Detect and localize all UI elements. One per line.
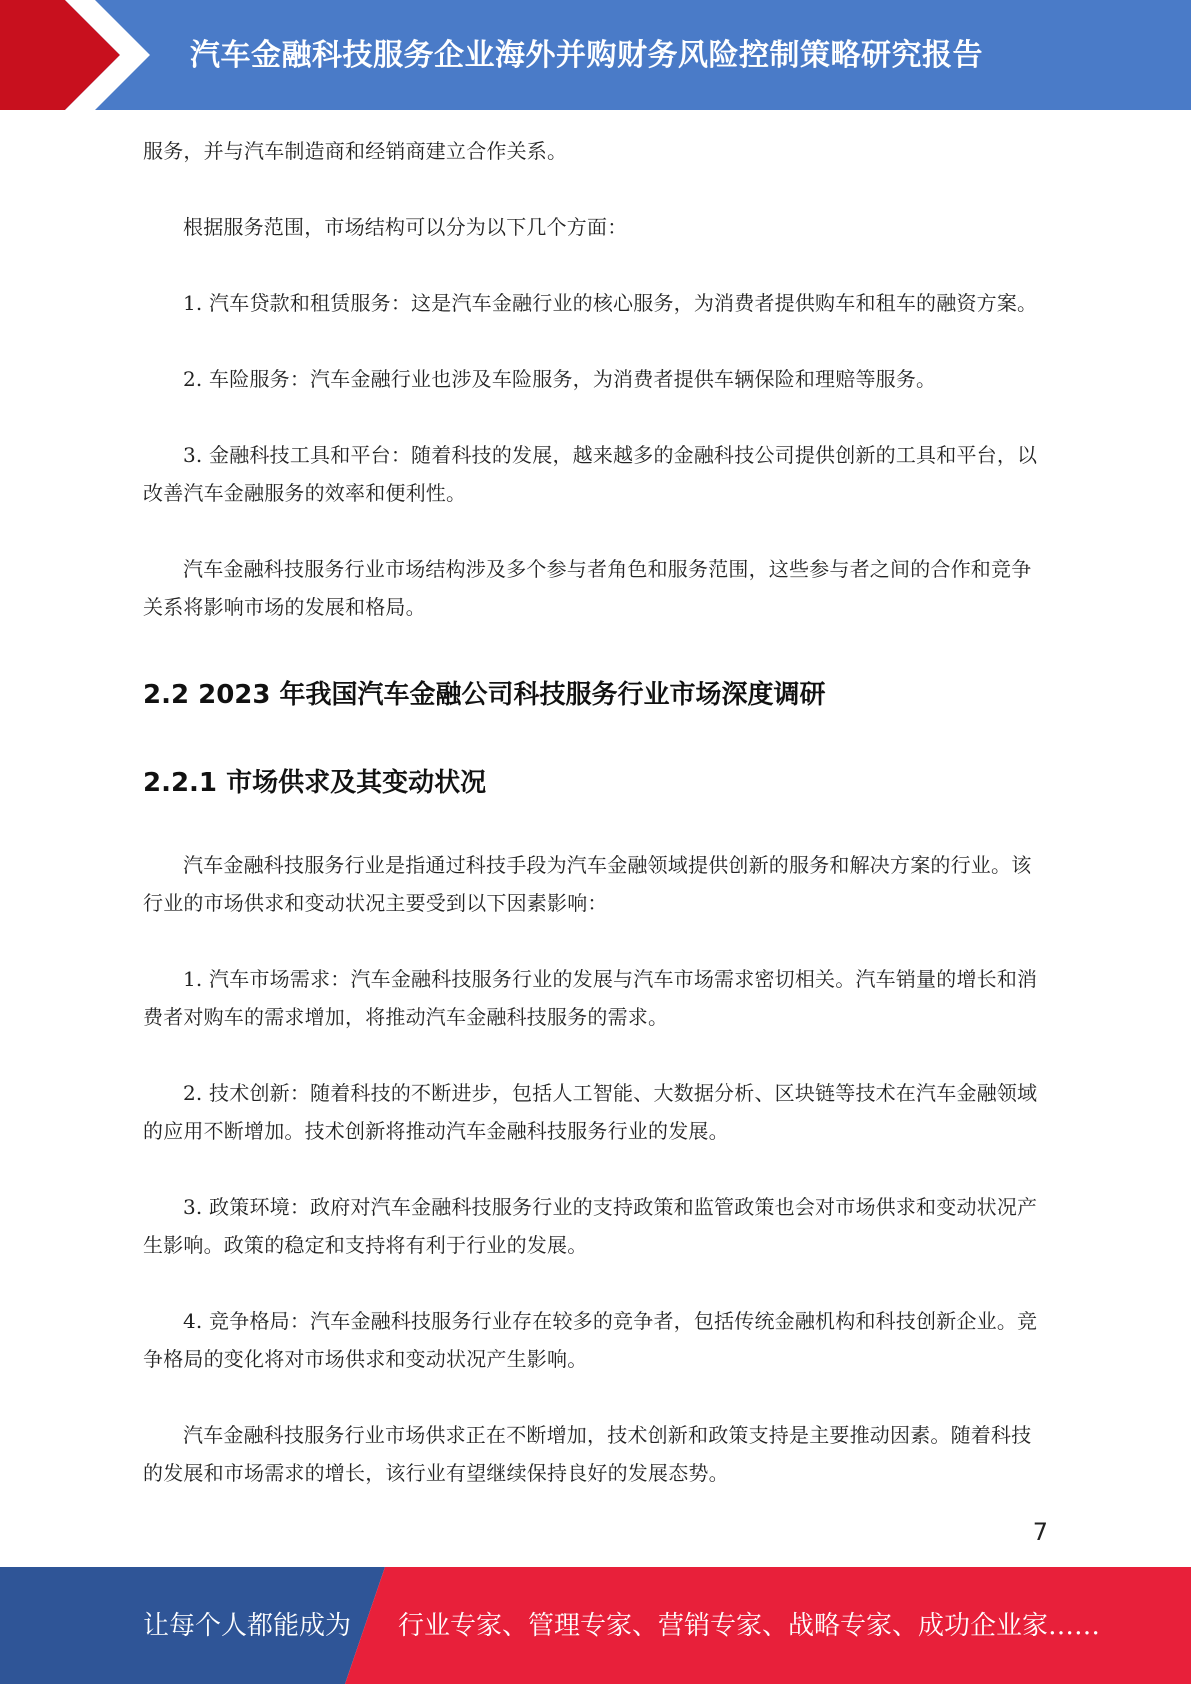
- paragraph: 根据服务范围，市场结构可以分为以下几个方面：: [183, 215, 628, 239]
- list-item: 2. 技术创新：随着科技的不断进步，包括人工智能、大数据分析、区块链等技术在汽车金融领域的应用不断增加。技术创新将推动汽车金融科技服务行业的发展。: [143, 1081, 1038, 1143]
- paragraph: 服务，并与汽车制造商和经销商建立合作关系。: [143, 139, 568, 163]
- list-item: 4. 竞争格局：汽车金融科技服务行业存在较多的竞争者，包括传统金融机构和科技创新企业。竞争格局的变化将对市场供求和变动状况产生影响。: [143, 1309, 1038, 1371]
- list-item: 3. 金融科技工具和平台：随着科技的发展，越来越多的金融科技公司提供创新的工具和平台，以改善汽车金融服务的效率和便利性。: [143, 443, 1038, 505]
- report-title: 汽车金融科技服务企业海外并购财务风险控制策略研究报告: [190, 38, 983, 73]
- paragraph: 汽车金融科技服务行业市场结构涉及多个参与者角色和服务范围，这些参与者之间的合作和竞争关系将影响市场的发展和格局。: [143, 557, 1032, 619]
- section-heading: 2.2 2023 年我国汽车金融公司科技服务行业市场深度调研: [143, 680, 826, 710]
- content-top: [143, 132, 1048, 626]
- list-item: 1. 汽车市场需求：汽车金融科技服务行业的发展与汽车市场需求密切相关。汽车销量的增长和消费者对购车的需求增加，将推动汽车金融科技服务的需求。: [143, 967, 1038, 1029]
- list-item: 3. 政策环境：政府对汽车金融科技服务行业的支持政策和监管政策也会对市场供求和变动状况产生影响。政策的稳定和支持将有利于行业的发展。: [143, 1195, 1038, 1257]
- paragraph: 汽车金融科技服务行业市场供求正在不断增加，技术创新和政策支持是主要推动因素。随着科技的发展和市场需求的增长，该行业有望继续保持良好的发展态势。: [143, 1423, 1032, 1485]
- footer-slogan-right: 行业专家、管理专家、营销专家、战略专家、成功企业家……: [398, 1611, 1101, 1641]
- list-item: 2. 车险服务：汽车金融行业也涉及车险服务，为消费者提供车辆保险和理赔等服务。: [183, 367, 937, 391]
- page-number: 7: [1032, 1518, 1048, 1546]
- paragraph: 汽车金融科技服务行业是指通过科技手段为汽车金融领域提供创新的服务和解决方案的行业。该行业的市场供求和变动状况主要受到以下因素影响：: [143, 853, 1032, 915]
- subsection-heading: 2.2.1 市场供求及其变动状况: [143, 768, 487, 798]
- report-footer: [0, 1567, 1191, 1684]
- content-bottom: [143, 846, 1048, 1492]
- list-item: 1. 汽车贷款和租赁服务：这是汽车金融行业的核心服务，为消费者提供购车和租车的融资方案。: [183, 291, 1038, 315]
- header-arrow-decoration: [0, 0, 190, 110]
- report-header: [0, 0, 1191, 110]
- footer-slogan-left: 让每个人都能成为: [143, 1611, 352, 1641]
